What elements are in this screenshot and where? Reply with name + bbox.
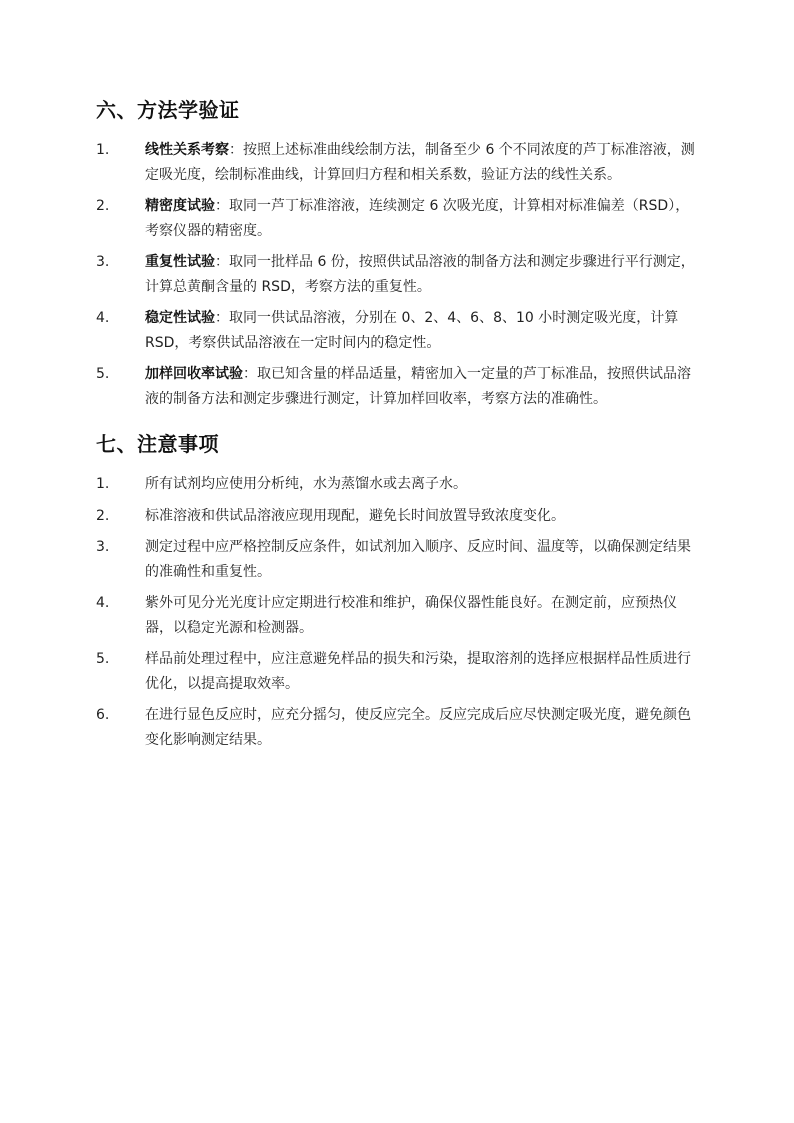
list-item-number: 2. (96, 198, 110, 214)
list-item-term: 加样回收率试验 (145, 366, 243, 382)
list-item (96, 250, 702, 299)
list-item-text: ：取同一芦丁标准溶液，连续测定 6 次吸光度，计算相对标准偏差（RSD），考察仪器的精密度。 (145, 198, 690, 239)
list-item (96, 703, 702, 752)
method-validation-list (96, 138, 702, 418)
precautions-list (96, 472, 702, 759)
list-item-text: 所有试剂均应使用分析纯，水为蒸馏水或去离子水。 (145, 476, 467, 492)
list-item-term: 精密度试验 (145, 198, 215, 214)
list-item-number: 1. (96, 142, 110, 158)
section-title-method-validation: 六、方法学验证 (96, 98, 240, 122)
list-item (96, 306, 702, 355)
list-item-term: 稳定性试验 (145, 310, 215, 326)
list-item-number: 5. (96, 366, 110, 382)
list-item-number: 1. (96, 476, 110, 492)
list-item-term: 重复性试验 (145, 254, 215, 270)
list-item-text: ：取已知含量的样品适量，精密加入一定量的芦丁标准品，按照供试品溶液的制备方法和测定步骤进行测定，计算加样回收率，考察方法的准确性。 (145, 366, 691, 407)
list-item-text: ：取同一供试品溶液，分别在 0、2、4、6、8、10 小时测定吸光度，计算 RSD，考察供试品溶液在一定时间内的稳定性。 (145, 310, 679, 351)
list-item-text: 样品前处理过程中，应注意避免样品的损失和污染，提取溶剂的选择应根据样品性质进行优化，以提高提取效率。 (145, 651, 691, 692)
list-item (96, 591, 702, 640)
list-item (96, 504, 702, 529)
section-title-precautions: 七、注意事项 (96, 432, 219, 456)
list-item-number: 2. (96, 507, 110, 524)
list-item-number: 6. (96, 707, 110, 723)
list-item-text: 在进行显色反应时，应充分摇匀，使反应完全。反应完成后应尽快测定吸光度，避免颜色变化影响测定结果。 (145, 707, 691, 748)
list-item-text: ：取同一批样品 6 份，按照供试品溶液的制备方法和测定步骤进行平行测定，计算总黄酮含量的 RSD，考察方法的重复性。 (145, 254, 695, 295)
list-item (96, 194, 702, 243)
list-item-number: 4. (96, 595, 110, 611)
list-item-text: ：按照上述标准曲线绘制方法，制备至少 6 个不同浓度的芦丁标准溶液，测定吸光度，绘制标准曲线，计算回归方程和相关系数，验证方法的线性关系。 (145, 142, 695, 183)
list-item-number: 3. (96, 539, 110, 555)
list-item (96, 138, 702, 187)
list-item-number: 3. (96, 254, 110, 270)
list-item-number: 4. (96, 310, 110, 326)
list-item-text: 标准溶液和供试品溶液应现用现配，避免长时间放置导致浓度变化。 (145, 507, 565, 524)
list-item-text: 紫外可见分光光度计应定期进行校准和维护，确保仪器性能良好。在测定前，应预热仪器，以稳定光源和检测器。 (145, 595, 677, 636)
list-item-term: 线性关系考察 (145, 142, 229, 158)
list-item (96, 472, 702, 497)
list-item-number: 5. (96, 651, 110, 667)
list-item (96, 362, 702, 411)
list-item (96, 535, 702, 584)
list-item-text: 测定过程中应严格控制反应条件，如试剂加入顺序、反应时间、温度等，以确保测定结果的准确性和重复性。 (145, 539, 691, 580)
list-item (96, 647, 702, 696)
